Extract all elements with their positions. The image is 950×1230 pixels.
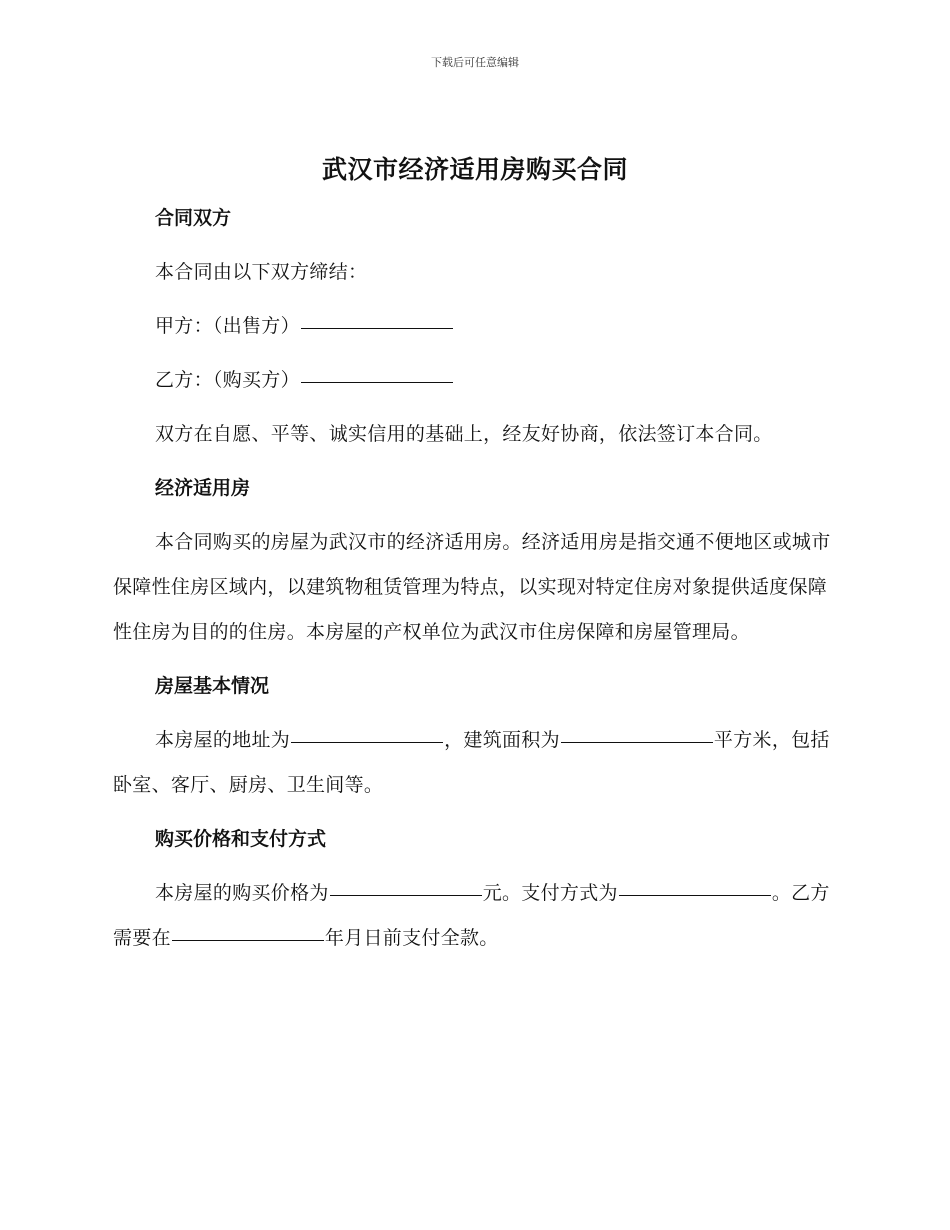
payment-method-blank[interactable] (619, 894, 771, 896)
header-note: 下载后可任意编辑 (431, 56, 519, 69)
price-blank[interactable] (330, 894, 482, 896)
method-suffix: 。乙方需要在 (113, 882, 830, 949)
party-b-label: 乙方：（购买方） (155, 369, 300, 391)
party-a-label: 甲方：（出售方） (155, 315, 300, 337)
address-prefix: 本房屋的地址为 (155, 729, 291, 751)
address-blank[interactable] (291, 741, 443, 743)
area-prefix: ，建筑面积为 (444, 729, 560, 751)
section-heading-price: 购买价格和支付方式 (155, 828, 327, 850)
price-prefix: 本房屋的购买价格为 (155, 882, 329, 904)
party-a-line (113, 304, 833, 349)
party-b-blank[interactable] (301, 381, 453, 383)
section-heading-housing: 经济适用房 (155, 477, 251, 499)
section-heading-basic-info: 房屋基本情况 (155, 675, 270, 697)
area-suffix: 平方米，包括卧室、客厅、厨房、卫生间等。 (113, 729, 830, 796)
basic-info-body (113, 718, 833, 808)
parties-intro: 本合同由以下双方缔结： (155, 261, 368, 283)
price-body (113, 871, 833, 961)
housing-body: 本合同购买的房屋为武汉市的经济适用房。经济适用房是指交通不便地区或城市保障性住房区域内，以建筑物租赁管理为特点，以实现对特定住房对象提供适度保障性住房为目的的住房。本房屋的产权单位为武汉市住房保障和房屋管理局。 (113, 531, 831, 643)
document-body (113, 196, 833, 961)
party-a-blank[interactable] (301, 327, 453, 329)
parties-agreement: 双方在自愿、平等、诚实信用的基础上，经友好协商，依法签订本合同。 (155, 423, 773, 445)
section-heading-parties: 合同双方 (155, 207, 232, 229)
document-title: 武汉市经济适用房购买合同 (321, 155, 628, 184)
area-blank[interactable] (561, 741, 713, 743)
deadline-suffix: 年月日前支付全款。 (324, 927, 499, 949)
price-suffix: 元。支付方式为 (482, 882, 618, 904)
party-b-line (113, 358, 833, 403)
deadline-blank[interactable] (172, 939, 324, 941)
